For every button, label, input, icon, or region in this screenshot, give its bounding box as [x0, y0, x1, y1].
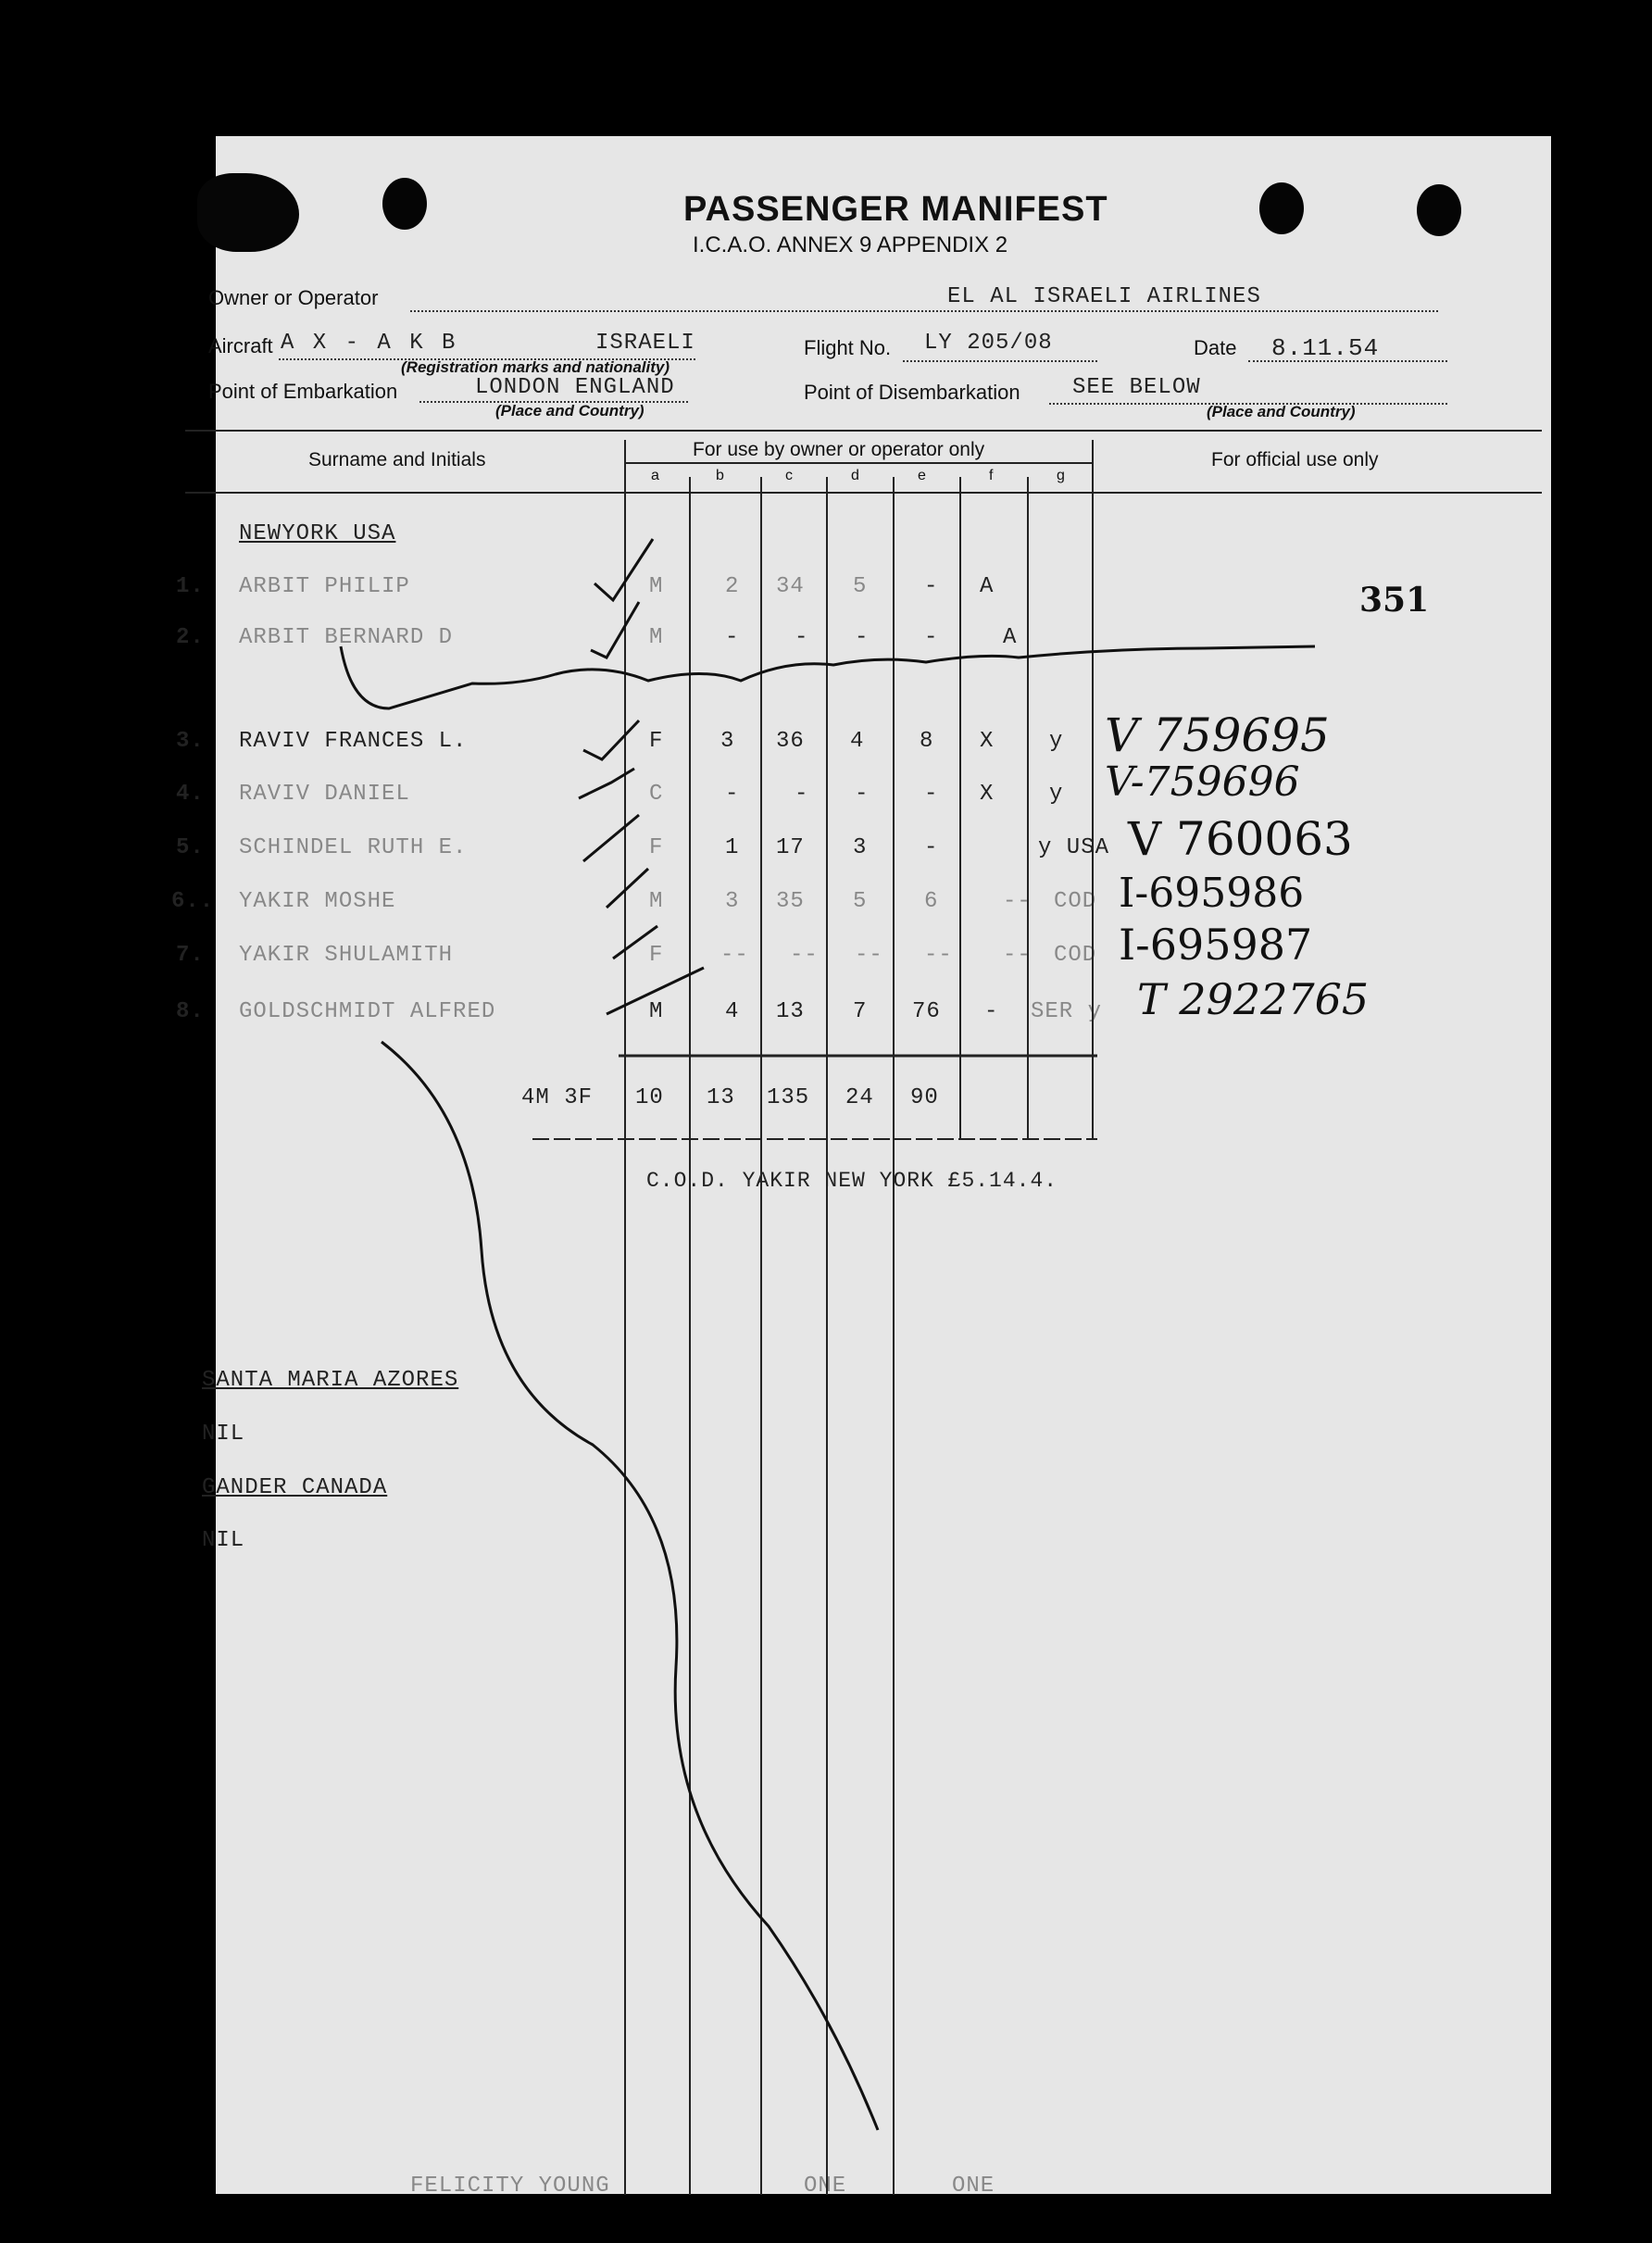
cell-g: COD — [1054, 943, 1097, 968]
place-note: (Place and Country) — [495, 402, 645, 420]
cell-b: 2 — [725, 574, 740, 599]
cell-a: C — [649, 782, 664, 807]
page-subtitle: I.C.A.O. ANNEX 9 APPENDIX 2 — [693, 232, 1008, 257]
cod-note: C.O.D. YAKIR NEW YORK £5.14.4. — [646, 1169, 1058, 1193]
total-a: 10 — [635, 1085, 664, 1110]
date-label: Date — [1194, 336, 1237, 359]
cell-f: A — [980, 574, 995, 599]
date-value: 8.11.54 — [1271, 334, 1380, 362]
total-c: 135 — [767, 1085, 810, 1110]
cell-b: 1 — [725, 835, 740, 860]
flight-label: Flight No. — [804, 336, 892, 359]
official-number: T 2922765 — [1137, 974, 1370, 1024]
cell-f: -- — [1003, 889, 1032, 914]
row-number: 2. — [176, 625, 205, 650]
owner-value: EL AL ISRAELI AIRLINES — [947, 284, 1261, 309]
passenger-name: YAKIR MOSHE — [239, 889, 396, 914]
cell-b: 4 — [725, 999, 740, 1024]
cell-c: 35 — [776, 889, 805, 914]
cell-d: 5 — [853, 889, 868, 914]
passenger-name: GOLDSCHMIDT ALFRED — [239, 999, 496, 1024]
cell-g: COD — [1054, 889, 1097, 914]
total-e: 90 — [910, 1085, 939, 1110]
cell-b: 3 — [720, 729, 735, 754]
cell-f: - — [984, 999, 999, 1024]
row-number: 1. — [176, 574, 205, 599]
cell-f: A — [1003, 625, 1018, 650]
cell-b: - — [725, 625, 740, 650]
cell-b: -- — [720, 943, 749, 968]
official-number: V 759695 — [1105, 708, 1330, 762]
stamp-number: 351 — [1359, 581, 1430, 620]
cell-e: -- — [924, 943, 953, 968]
passenger-name: ARBIT BERNARD D — [239, 625, 454, 650]
passenger-name: RAVIV DANIEL — [239, 782, 410, 807]
footer-one-a: ONE — [804, 2174, 847, 2199]
cell-a: M — [649, 574, 664, 599]
cell-c: 13 — [776, 999, 805, 1024]
cell-c: - — [795, 625, 809, 650]
cell-f: -- — [1003, 943, 1032, 968]
cell-d: - — [855, 782, 870, 807]
subcol-c: c — [785, 468, 793, 483]
cell-e: - — [924, 782, 939, 807]
official-use-column-header: For official use only — [1211, 449, 1379, 470]
cell-a: M — [649, 889, 664, 914]
stop-place: SANTA MARIA AZORES — [202, 1368, 459, 1393]
official-number: V 760063 — [1128, 812, 1353, 866]
aircraft-label: Aircraft — [208, 334, 273, 357]
stop-value: NIL — [202, 1528, 245, 1553]
row-number: 4. — [176, 782, 205, 807]
footer-name: FELICITY YOUNG — [410, 2174, 610, 2199]
cell-b: 3 — [725, 889, 740, 914]
cell-e: 76 — [912, 999, 941, 1024]
subcol-f: f — [989, 468, 994, 483]
registration-note: (Registration marks and nationality) — [401, 358, 670, 376]
totals-label: 4M 3F — [521, 1085, 594, 1110]
subcol-a: a — [651, 468, 659, 483]
cell-a: F — [649, 835, 664, 860]
nationality-value: ISRAELI — [595, 331, 695, 356]
official-number: I-695987 — [1119, 920, 1313, 970]
stop-value: NIL — [202, 1422, 245, 1447]
embarkation-label: Point of Embarkation — [208, 380, 398, 403]
stop-place: GANDER CANADA — [202, 1475, 388, 1500]
total-d: 24 — [845, 1085, 874, 1110]
cell-e: - — [924, 835, 939, 860]
cell-d: 5 — [853, 574, 868, 599]
subcol-e: e — [918, 468, 926, 483]
subcol-g: g — [1057, 468, 1065, 483]
row-number: 8. — [176, 999, 205, 1024]
cell-b: - — [725, 782, 740, 807]
cell-c: 34 — [776, 574, 805, 599]
cell-e: 6 — [924, 889, 939, 914]
place-note-right: (Place and Country) — [1207, 403, 1356, 420]
owner-use-column-header: For use by owner or operator only — [693, 439, 985, 460]
cell-f: X — [980, 782, 995, 807]
row-number: 5. — [176, 835, 205, 860]
cell-e: - — [924, 574, 939, 599]
row-number: 3. — [176, 729, 205, 754]
cell-g: SER y — [1031, 999, 1103, 1024]
row-number: 7. — [176, 943, 205, 968]
disembarkation-label: Point of Disembarkation — [804, 381, 1020, 404]
official-number: V-759696 — [1105, 758, 1300, 806]
subcol-d: d — [851, 468, 859, 483]
passenger-name: RAVIV FRANCES L. — [239, 729, 468, 754]
cell-d: 7 — [853, 999, 868, 1024]
cell-d: 4 — [850, 729, 865, 754]
cell-a: F — [649, 943, 664, 968]
cell-a: M — [649, 999, 664, 1024]
owner-label: Owner or Operator — [208, 286, 379, 309]
passenger-name: YAKIR SHULAMITH — [239, 943, 454, 968]
surname-column-header: Surname and Initials — [308, 449, 486, 470]
cell-d: 3 — [853, 835, 868, 860]
official-number: I-695986 — [1119, 870, 1305, 917]
cell-e: - — [924, 625, 939, 650]
page-title: PASSENGER MANIFEST — [683, 190, 1108, 229]
cell-e: 8 — [920, 729, 934, 754]
cell-c: 17 — [776, 835, 805, 860]
cell-a: M — [649, 625, 664, 650]
cell-d: - — [855, 625, 870, 650]
footer-one-b: ONE — [952, 2174, 995, 2199]
cell-c: -- — [790, 943, 819, 968]
aircraft-value: A X - A K B — [281, 331, 458, 356]
total-b: 13 — [707, 1085, 735, 1110]
cell-c: 36 — [776, 729, 805, 754]
passenger-name: ARBIT PHILIP — [239, 574, 410, 599]
cell-f: X — [980, 729, 995, 754]
row-number: 6.. — [171, 889, 215, 914]
cell-g: y — [1049, 782, 1064, 807]
cell-a: F — [649, 729, 664, 754]
cell-d: -- — [855, 943, 883, 968]
flight-value: LY 205/08 — [924, 331, 1053, 356]
passenger-name: SCHINDEL RUTH E. — [239, 835, 468, 860]
cell-g: y — [1049, 729, 1064, 754]
disembarkation-value: SEE BELOW — [1072, 375, 1201, 400]
subcol-b: b — [716, 468, 724, 483]
section-title: NEWYORK USA — [239, 521, 396, 546]
cell-g: y USA — [1038, 835, 1110, 860]
embarkation-value: LONDON ENGLAND — [475, 375, 675, 400]
cell-c: - — [795, 782, 809, 807]
